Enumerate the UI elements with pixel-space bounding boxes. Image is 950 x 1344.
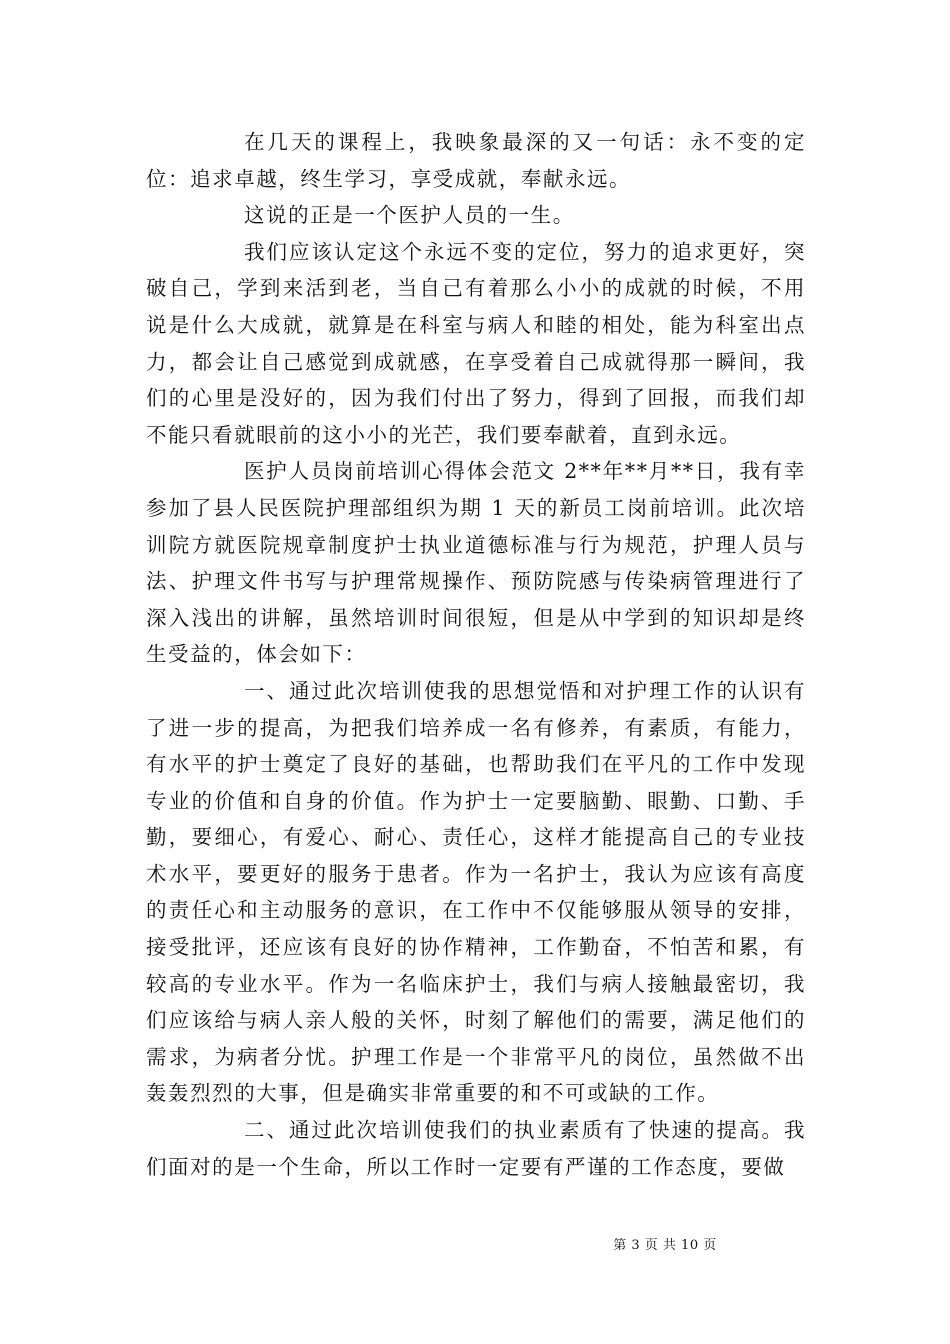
paragraph-6: 二、通过此次培训使我们的执业素质有了快速的提高。我们面对的是一个生命，所以工作时一定要有严谨的工作态度，要做: [146, 1118, 806, 1179]
paragraph-3: 我们应该认定这个永远不变的定位，努力的追求更好，突破自己，学到来活到老，当自己有着那么小小的成就的时候，不用说是什么大成就，就算是在科室与病人和睦的相处，能为科室出点力，都会让自己感觉到成就感，在享受着自己成就得那一瞬间，我们的心里是没好的，因为我们付出了努力，得到了回报，而我们却不能只看就眼前的这小小的光芒，我们要奉献着，直到永远。: [146, 239, 806, 447]
paragraph-2: 这说的正是一个医护人员的一生。: [244, 203, 575, 228]
page-number: 第 3 页 共 10 页: [613, 1238, 717, 1253]
document-body: [146, 124, 806, 1185]
paragraph-1: 在几天的课程上，我映象最深的又一句话：永不变的定位：追求卓越，终生学习，享受成就，奉献永远。: [146, 130, 806, 191]
page-footer: [0, 1234, 950, 1253]
paragraph-4: 医护人员岗前培训心得体会范文 2**年**月**日，我有幸参加了县人民医院护理部组织为期 1 天的新员工岗前培训。此次培训院方就医院规章制度护士执业道德标准与行为规范，护理人员与法、护理文件书写与护理常规操作、预防院感与传染病管理进行了深入浅出的讲解，虽然培训时间很短，但是从中学到的知识却是终生受益的，体会如下：: [146, 459, 806, 667]
paragraph-5: 一、通过此次培训使我的思想觉悟和对护理工作的认识有了进一步的提高，为把我们培养成一名有修养，有素质，有能力，有水平的护士奠定了良好的基础，也帮助我们在平凡的工作中发现专业的价值和自身的价值。作为护士一定要脑勤、眼勤、口勤、手勤，要细心，有爱心、耐心、责任心，这样才能提高自己的专业技术水平，要更好的服务于患者。作为一名护士，我认为应该有高度的责任心和主动服务的意识，在工作中不仅能够服从领导的安排，接受批评，还应该有良好的协作精神，工作勤奋，不怕苦和累，有较高的专业水平。作为一名临床护士，我们与病人接触最密切，我们应该给与病人亲人般的关怀，时刻了解他们的需要，满足他们的需求，为病者分忧。护理工作是一个非常平凡的岗位，虽然做不出轰轰烈烈的大事，但是确实非常重要的和不可或缺的工作。: [146, 678, 806, 1106]
